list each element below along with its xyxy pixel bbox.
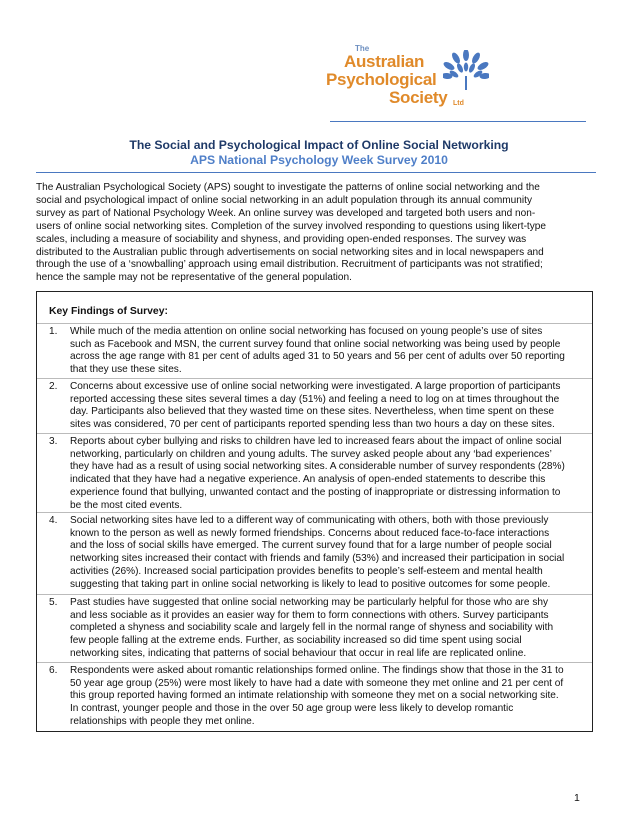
findings-divider xyxy=(37,594,592,595)
finding-number: 6. xyxy=(49,665,58,676)
finding-line: day. Participants also believed that they wasted time on these sites. Nevertheless, when time spent on these xyxy=(70,406,555,418)
finding-text xyxy=(70,597,589,661)
intro-line: through the use of a ‘snowballing’ approach using email distribution. Recruitment of participants was not stratified; xyxy=(36,259,543,271)
intro-line: social and psychological impact of online social networking in an adult population through its annual community xyxy=(36,194,533,206)
logo-line-australian: Australian xyxy=(344,52,425,71)
leaf-fan-icon xyxy=(443,50,489,96)
finding-line: reported accessing these sites several times a day (51%) and feeling a need to log on at times throughout the xyxy=(70,393,560,405)
findings-divider xyxy=(37,662,592,663)
finding-line: this group reported having formed an intimate relationship with someone they met on a social networking site. xyxy=(70,690,559,702)
page-subtitle: APS National Psychology Week Survey 2010 xyxy=(190,153,448,167)
header-rule xyxy=(330,121,586,122)
finding-number: 4. xyxy=(49,515,58,526)
finding-line: networking, particularly on children and young adults. The survey asked people about any ‘bad experiences’ xyxy=(70,448,552,460)
finding-line: across the age range with 81 per cent of adults aged 31 to 50 years and 56 per cent of adults over 50 reporting xyxy=(70,351,565,363)
intro-line: The Australian Psychological Society (APS) sought to investigate the patterns of online social networking and the xyxy=(36,182,540,193)
intro-line: distributed to the Australian public through advertisements on social networking sites and in local newspapers and xyxy=(36,246,544,258)
finding-line: that they use these sites. xyxy=(70,364,182,376)
page-title: The Social and Psychological Impact of Online Social Networking xyxy=(129,138,509,152)
page-number: 1 xyxy=(574,792,580,804)
key-findings-heading: Key Findings of Survey: xyxy=(49,306,168,317)
finding-line: and less sociable as it provides an easier way for them to form connections with others. Survey participants xyxy=(70,609,549,621)
aps-logo xyxy=(320,44,520,112)
finding-line: indicated that they have had a negative experience. An analysis of open-ended statements to describe this xyxy=(70,474,546,486)
title-rule xyxy=(36,172,596,173)
intro-paragraph xyxy=(36,182,596,285)
finding-line: and the loss of social skills have emerged. The current survey found that for a large number of people social xyxy=(70,540,552,552)
logo-line-society: Society xyxy=(389,88,448,107)
logo-line-psychological: Psychological xyxy=(326,70,437,89)
finding-line: relationships with people they met online. xyxy=(70,715,255,727)
logo-the-text: The xyxy=(355,44,370,53)
finding-line: be the most cited events. xyxy=(70,499,183,511)
finding-line: activities (26%). Increased social participation provides benefits to people’s self-esteem and mental health xyxy=(70,565,543,577)
finding-number: 2. xyxy=(49,381,58,392)
findings-divider xyxy=(37,323,592,324)
intro-line: hence the sample may not be representative of the general population. xyxy=(36,272,352,284)
finding-line: Past studies have suggested that online social networking may be particularly helpful for those who are shy xyxy=(70,597,549,608)
finding-text xyxy=(70,326,589,377)
finding-line: sites was considered, 70 per cent of participants reported spending less than two hours a day on these sites. xyxy=(70,419,555,431)
finding-number: 1. xyxy=(49,326,58,337)
key-findings-box xyxy=(36,291,593,732)
finding-text xyxy=(70,665,589,729)
finding-line: While much of the media attention on online social networking has focused on young people’s use of sites xyxy=(70,326,543,337)
finding-line: such as Facebook and MSN, the current survey found that online social networking was being used by people xyxy=(70,338,561,350)
logo-ltd-text: Ltd xyxy=(453,100,464,107)
finding-line: networking sites increased their contact with friends and family (53%) and increased their participation in social xyxy=(70,553,565,565)
finding-line: Respondents were asked about romantic relationships formed online. The findings show that those in the 31 to xyxy=(70,665,564,676)
finding-text xyxy=(70,515,589,591)
finding-line: known to the person as well as newly formed friendships. Concerns about reduced face-to-face interactions xyxy=(70,527,550,539)
intro-line: scales, including a measure of sociability and shyness, and providing open-ended responses. The survey was xyxy=(36,233,527,245)
finding-line: suggesting that taking part in online social networking is likely to lead to positive outcomes for some people. xyxy=(70,578,551,590)
finding-text xyxy=(70,436,589,512)
finding-line: experience found that bullying, unwanted contact and the posting of inappropriate or distressing information to xyxy=(70,486,561,498)
findings-divider xyxy=(37,512,592,513)
finding-line: networking sites, indicating that patterns of social behaviour that occur in real life are replicated online. xyxy=(70,647,527,659)
finding-number: 5. xyxy=(49,597,58,608)
intro-line: users of online social networking sites. Completion of the survey involved responding to questions using likert-type xyxy=(36,220,547,232)
finding-text xyxy=(70,381,589,432)
finding-line: In contrast, younger people and those in the over 50 age group were less likely to develop romantic xyxy=(70,703,514,715)
findings-divider xyxy=(37,433,592,434)
intro-line: survey as part of National Psychology Week. An online survey was developed and targeted both users and non- xyxy=(36,207,536,219)
finding-line: Reports about cyber bullying and risks to children have led to increased fears about the impact of online social xyxy=(70,436,562,447)
finding-line: they have had as a result of using social networking sites. A considerable number of survey respondents (28%) xyxy=(70,461,565,473)
finding-number: 3. xyxy=(49,436,58,447)
findings-divider xyxy=(37,378,592,379)
finding-line: 50 year age group (25%) were most likely to have had a date with someone they met online and 21 per cent of xyxy=(70,677,564,689)
finding-line: few people falling at the extreme ends. Further, as sociability increased so did time spent using social xyxy=(70,635,522,647)
finding-line: Social networking sites have led to a different way of communicating with others, both with those previously xyxy=(70,515,549,526)
finding-line: Concerns about excessive use of online social networking were investigated. A large proportion of participants xyxy=(70,381,561,392)
finding-line: completed a shyness and sociability scale and largely fell in the normal range of shyness and sociability with xyxy=(70,622,554,634)
